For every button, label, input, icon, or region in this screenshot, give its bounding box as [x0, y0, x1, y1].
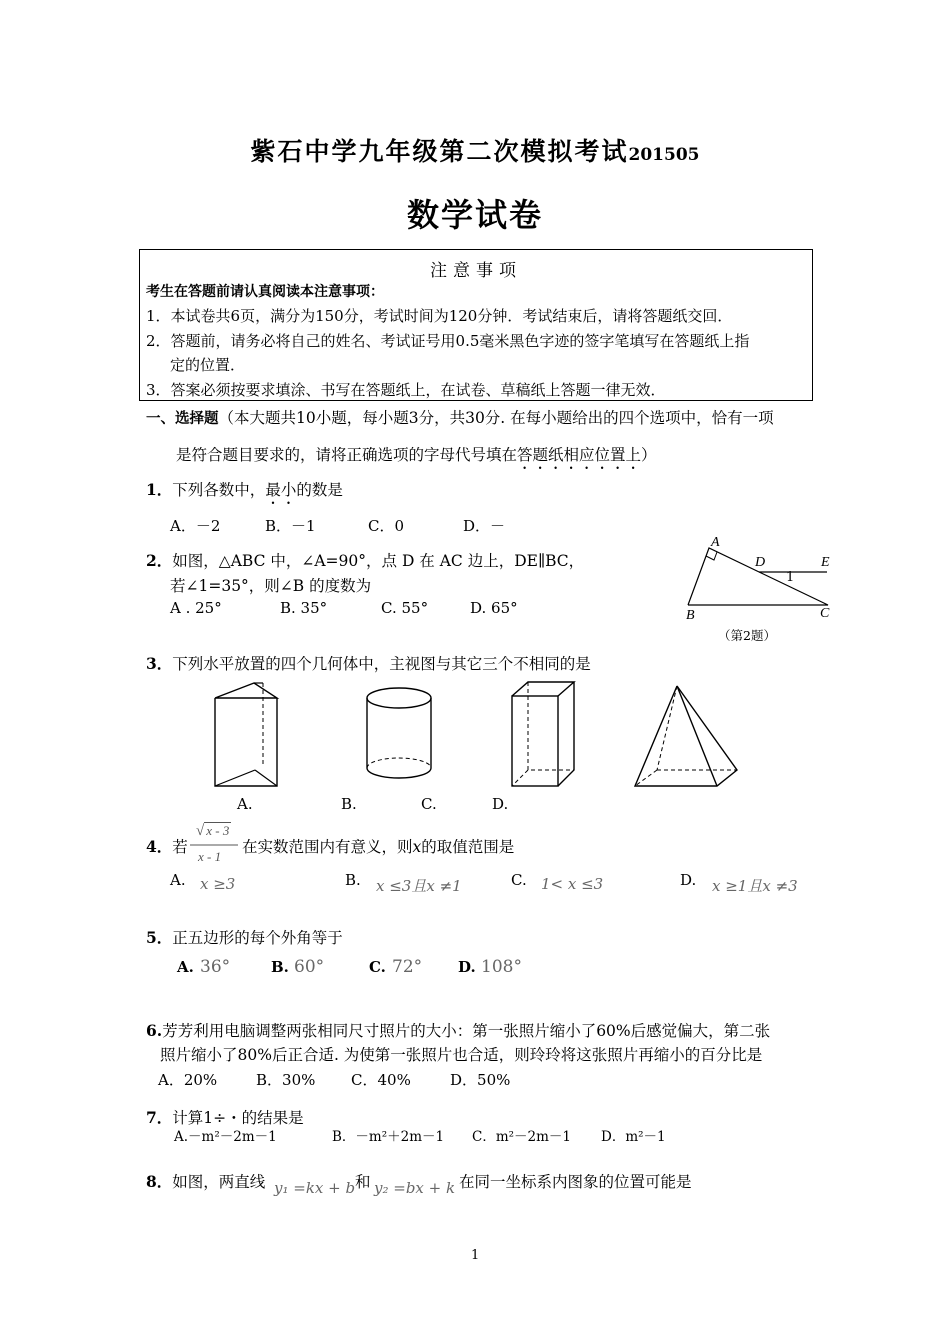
q6-line2: 照片缩小了80%后正合适. 为使第一张照片也合适，则玲玲将这张照片再缩小的百分比是 — [160, 1046, 763, 1064]
q6-number: 6. — [146, 1021, 163, 1040]
q1-number: 1． — [146, 480, 173, 499]
q4-number: 4． — [146, 837, 173, 856]
section-1-line1 — [146, 406, 774, 428]
q7-option-c: C．m²－2m－1 — [472, 1129, 572, 1145]
q3-solid-c-cuboid — [508, 680, 580, 790]
q4-option-b-letter: B. — [345, 871, 361, 889]
q4-option-d-letter: D. — [680, 871, 697, 889]
q5-option-b-letter: B. — [271, 958, 289, 976]
q6-line1 — [146, 1019, 770, 1041]
q1-option-a: A．－2 — [170, 517, 221, 535]
q4-var: x — [412, 838, 422, 856]
q2-line2: 若∠1=35°，则∠B 的度数为 — [170, 577, 372, 595]
q4-option-a-value: x ≥3 — [200, 875, 236, 893]
q2-label-angle-1: 1 — [786, 570, 795, 585]
q2-line1 — [146, 549, 584, 571]
notice-title: 注意事项 — [430, 261, 522, 281]
q6-option-d: D．50% — [450, 1071, 511, 1089]
q1-option-d: D．－ — [463, 517, 506, 535]
q7-text: 计算1÷・的结果是 — [172, 1109, 304, 1127]
q7-number: 7． — [146, 1108, 173, 1127]
q4-option-c-letter: C. — [511, 871, 527, 889]
q4-post: 在实数范围内有意义，则 — [242, 838, 413, 856]
q3-option-c: C. — [421, 795, 437, 813]
q4-pre: 若 — [172, 838, 188, 856]
q4-option-c-value: 1< x ≤3 — [541, 875, 604, 893]
q4-stem-post — [242, 835, 514, 857]
q2-label-c: C — [820, 606, 830, 621]
q7-option-b: B．－m²＋2m－1 — [332, 1129, 445, 1145]
q7-option-a: A.－m²－2m－1 — [174, 1129, 277, 1145]
q5-option-d-letter: D. — [458, 958, 476, 976]
q2-text-1: 如图，△ABC 中，∠A=90°，点 D 在 AC 边上，DE∥BC， — [172, 552, 585, 570]
q2-option-d: D. 65° — [470, 599, 518, 617]
q1-text-c: 的数是 — [296, 481, 343, 499]
section-1-desc2a: 是符合题目要求的，请将正确选项的字母代号填在 — [176, 446, 518, 464]
q4-numerator-text: x - 3 — [206, 823, 230, 838]
notice-item-3: 3．答案必须按要求填涂、书写在答题纸上，在试卷、草稿纸上答题一律无效． — [146, 381, 666, 399]
q3-option-a: A. — [237, 795, 253, 813]
q4-option-a-letter: A. — [170, 871, 186, 889]
q6-text-1: 芳芳利用电脑调整两张相同尺寸照片的大小：第一张照片缩小了60%后感觉偏大，第二张 — [162, 1022, 771, 1040]
q5-number: 5． — [146, 928, 173, 947]
q4-fraction-bar — [190, 844, 240, 846]
q1-option-c: C．0 — [368, 517, 405, 535]
page-number: 1 — [471, 1248, 480, 1263]
q6-option-a: A．20% — [158, 1071, 218, 1089]
q8-mid: 和 — [355, 1173, 371, 1191]
q4-denominator: x - 1 — [198, 849, 222, 864]
q2-label-b: B — [686, 608, 695, 623]
q5-option-c-letter: C. — [369, 958, 386, 976]
notice-item-2a: 2．答题前，请务必将自己的姓名、考试证号用0.5毫米黑色字迹的签字笔填写在答题纸上指 — [146, 332, 750, 350]
q5-option-a-letter: A. — [177, 958, 194, 976]
q8-post: 在同一坐标系内图象的位置可能是 — [459, 1173, 692, 1191]
q4-number-pre — [146, 835, 188, 857]
section-1-line2 — [176, 443, 657, 473]
q5-option-c-value: 72° — [392, 957, 423, 977]
q3-solid-d-pyramid — [630, 682, 745, 792]
q7-option-d: D．m²－1 — [601, 1129, 666, 1145]
q2-label-e: E — [821, 555, 830, 570]
q4-post2: 的取值范围是 — [421, 838, 515, 856]
q3-option-d: D. — [492, 795, 509, 813]
q3-solid-b-cylinder — [362, 685, 437, 785]
q3-option-b: B. — [341, 795, 357, 813]
q5-option-d-value: 108° — [481, 957, 522, 977]
q2-label-d: D — [755, 555, 766, 570]
q5-text: 正五边形的每个外角等于 — [172, 929, 343, 947]
q3-text: 下列水平放置的四个几何体中，主视图与其它三个不相同的是 — [172, 655, 591, 673]
q1-text-a: 下列各数中， — [172, 481, 266, 499]
q4-numerator: √ x - 3 — [196, 823, 230, 839]
q6-option-c: C．40% — [351, 1071, 411, 1089]
q8-pre-text: 如图，两直线 — [172, 1173, 266, 1191]
exam-year: 201505 — [628, 145, 700, 165]
q1-stem — [146, 478, 343, 508]
q2-label-a: A — [711, 535, 720, 550]
q8-number: 8． — [146, 1172, 173, 1191]
q4-option-d-value: x ≥1且x ≠3 — [712, 877, 798, 895]
section-1-label: 一、选择题 — [146, 411, 219, 427]
q1-text-b: 最小 — [265, 481, 297, 499]
q2-option-c: C. 55° — [381, 599, 429, 617]
section-1-desc2b: 答题纸相应位置上 — [517, 446, 642, 464]
notice-intro: 考生在答题前请认真阅读本注意事项： — [146, 284, 384, 300]
q5-option-a-value: 36° — [200, 957, 231, 977]
exam-subtitle: 数学试卷 — [406, 196, 543, 234]
q2-number: 2． — [146, 551, 173, 570]
q1-option-b: B．－1 — [265, 517, 316, 535]
q3-solid-a-prism — [210, 678, 285, 790]
q2-caption: （第2题） — [718, 628, 776, 643]
q3-number: 3． — [146, 654, 173, 673]
q2-option-a: A . 25° — [170, 599, 222, 617]
q8-pre — [146, 1170, 265, 1192]
notice-item-2b: 定的位置． — [170, 356, 246, 374]
notice-item-1: 1．本试卷共6页，满分为150分，考试时间为120分钟．考试结束后，请将答题纸交回． — [146, 307, 733, 325]
q8-eq1: y₁ =kx + b — [274, 1179, 356, 1197]
q5-stem — [146, 926, 343, 948]
q3-stem — [146, 652, 591, 674]
exam-title — [0, 132, 950, 168]
section-1-desc2c: ） — [641, 446, 657, 464]
q5-option-b-value: 60° — [294, 957, 325, 977]
q2-option-b: B. 35° — [280, 599, 328, 617]
q4-option-b-value: x ≤3且x ≠1 — [376, 877, 462, 895]
exam-title-text: 紫石中学九年级第二次模拟考试 — [250, 137, 629, 166]
notice-box — [139, 249, 813, 401]
section-1-desc1: （本大题共10小题，每小题3分，共30分. 在每小题给出的四个选项中，恰有一项 — [218, 409, 774, 427]
q8-eq2: y₂ =bx + k — [374, 1179, 456, 1197]
q6-option-b: B．30% — [256, 1071, 316, 1089]
